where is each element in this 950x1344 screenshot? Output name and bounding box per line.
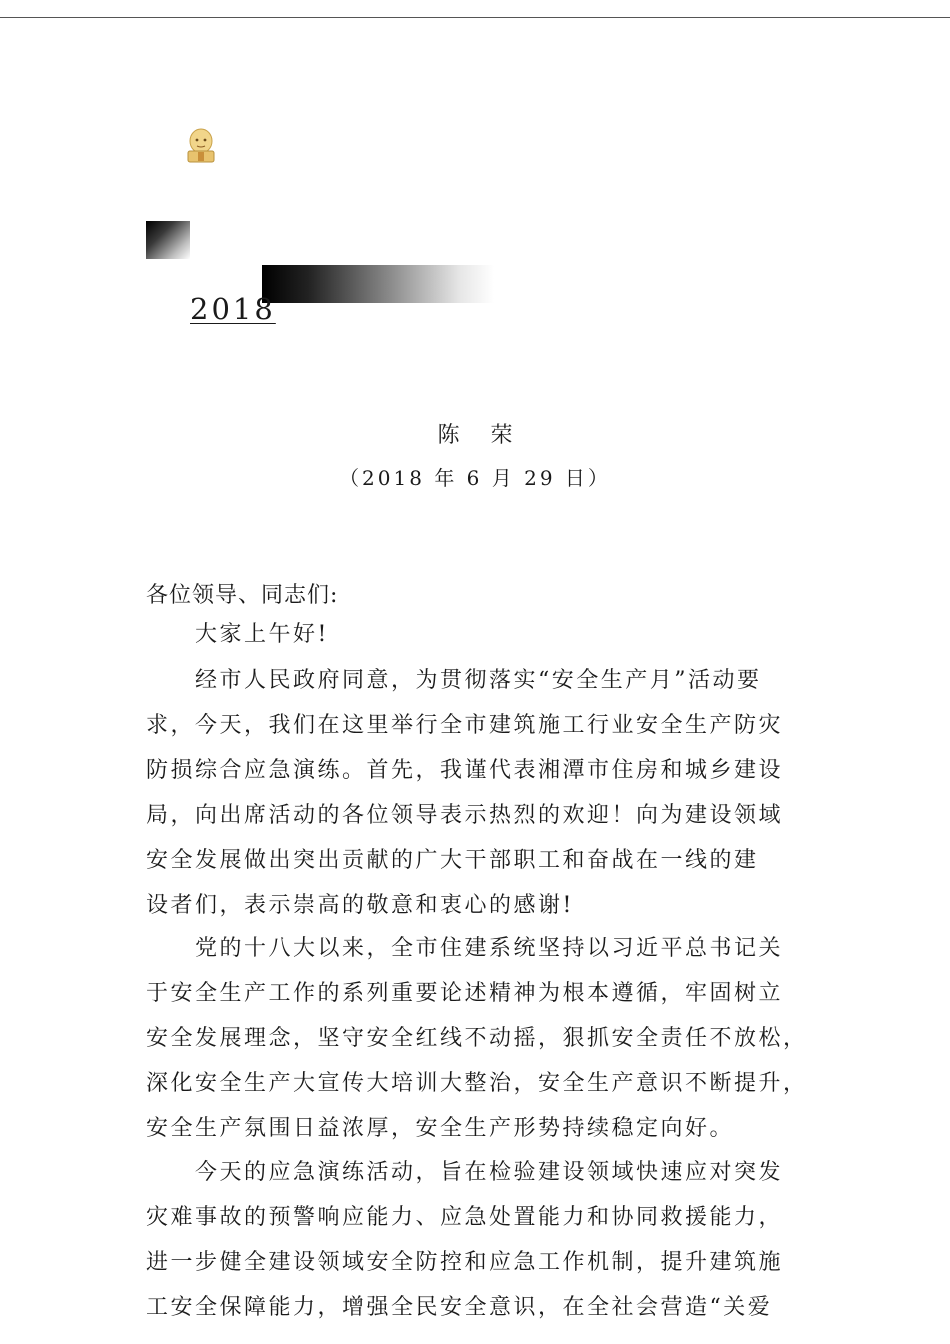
text-line: 局，向出席活动的各位领导表示热烈的欢迎！向为建设领域 — [146, 803, 784, 828]
text-line: 安全发展理念，坚守安全红线不动摇，狠抓安全责任不放松， — [146, 1026, 808, 1051]
paragraph-opening — [146, 658, 783, 928]
text-line: 求，今天，我们在这里举行全市建筑施工行业安全生产防灾 — [146, 713, 784, 738]
text-line: 大家上午好! — [195, 622, 329, 647]
paragraph-greeting — [146, 612, 329, 657]
top-divider — [0, 17, 950, 18]
text-line: 党的十八大以来，全市住建系统坚持以习近平总书记关 — [195, 936, 784, 961]
text-line: 灾难事故的预警响应能力、应急处置能力和协同救援能力， — [146, 1205, 784, 1230]
text-line: 今天的应急演练活动，旨在检验建设领域快速应对突发 — [195, 1160, 784, 1185]
text-line: 经市人民政府同意，为贯彻落实“安全生产月”活动要 — [195, 668, 762, 693]
paragraph-purpose — [146, 1150, 783, 1330]
text-line: 深化安全生产大宣传大培训大整治，安全生产意识不断提升， — [146, 1071, 808, 1096]
decorative-gradient-bar — [262, 265, 494, 303]
text-line: 设者们，表示崇高的敬意和衷心的感谢! — [146, 893, 574, 918]
text-line: 安全生产氛围日益浓厚，安全生产形势持续稳定向好。 — [146, 1116, 735, 1141]
speech-date: （2018 年 6 月 29 日） — [339, 466, 611, 490]
text-line: 进一步健全建设领域安全防控和应急工作机制，提升建筑施 — [146, 1250, 784, 1275]
text-line: 安全发展做出突出贡献的广大干部职工和奋战在一线的建 — [146, 848, 759, 873]
year-mark: 2018 — [190, 292, 276, 326]
speaker-name: 陈 荣 — [437, 423, 525, 448]
text-line: 防损综合应急演练。首先，我谨代表湘潭市住房和城乡建设 — [146, 758, 784, 783]
paragraph-achievements — [146, 926, 808, 1151]
emblem-icon — [180, 126, 222, 164]
salutation: 各位领导、同志们: — [146, 583, 339, 608]
decorative-gradient-block — [146, 221, 190, 259]
text-line: 于安全生产工作的系列重要论述精神为根本遵循，牢固树立 — [146, 981, 784, 1006]
text-line: 工安全保障能力，增强全民安全意识，在全社会营造“关爱 — [146, 1295, 773, 1320]
